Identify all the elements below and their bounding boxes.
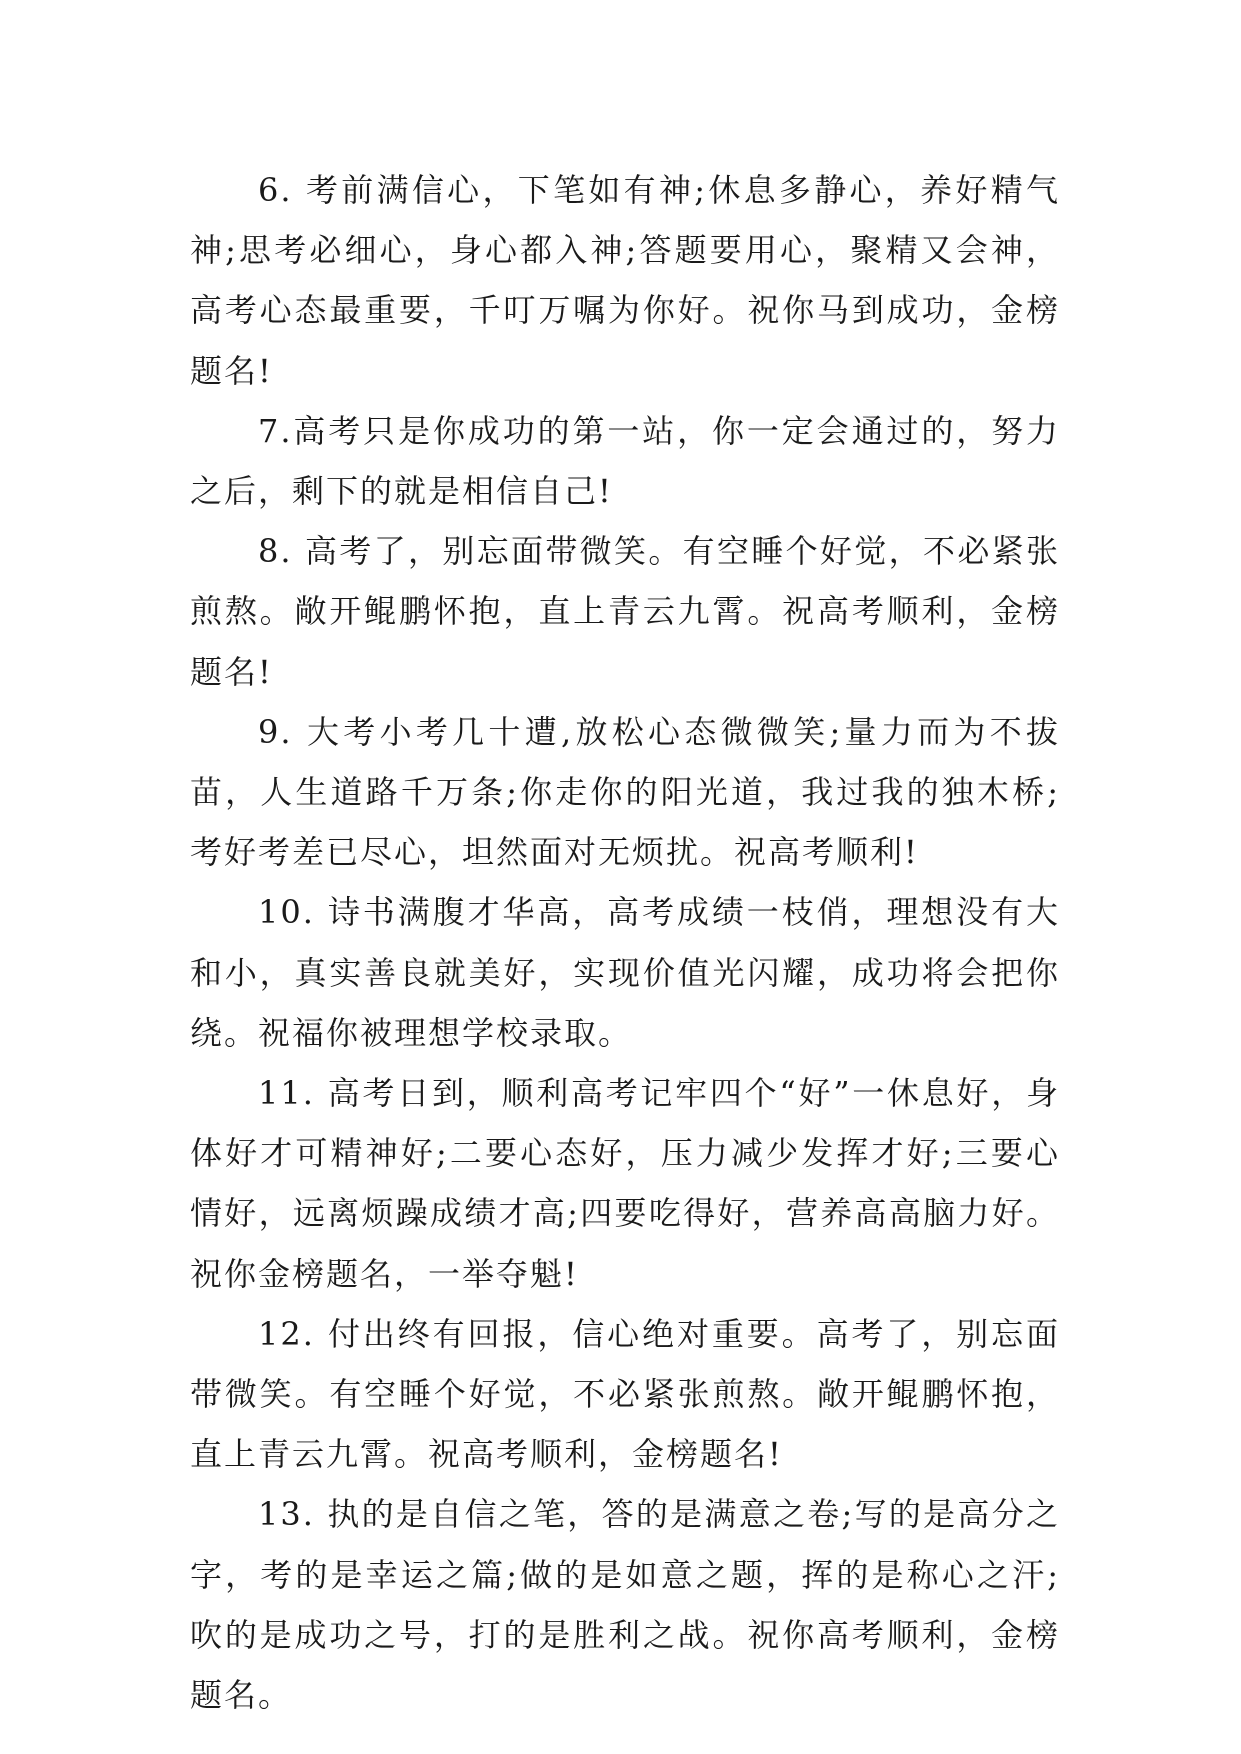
paragraph-11: 11. 高考日到，顺利高考记牢四个“好”一休息好，身体好才可精神好;二要心态好，压力减少发挥才好;三要心情好，远离烦躁成绩才高;四要吃得好，营养高高脑力好。祝你金榜题名，一举夺魁! [190, 1074, 1060, 1293]
paragraph-7: 7.高考只是你成功的第一站，你一定会通过的，努力之后，剩下的就是相信自己! [190, 411, 1060, 511]
paragraph-10: 10. 诗书满腹才华高，高考成绩一枝俏，理想没有大和小，真实善良就美好，实现价值光闪耀，成功将会把你绕。祝福你被理想学校录取。 [190, 893, 1060, 1052]
paragraph-8: 8. 高考了，别忘面带微笑。有空睡个好觉，不必紧张煎熬。敞开鲲鹏怀抱，直上青云九霄。祝高考顺利，金榜题名! [190, 532, 1060, 691]
paragraph-13: 13. 执的是自信之笔，答的是满意之卷;写的是高分之字，考的是幸运之篇;做的是如意之题，挥的是称心之汗;吹的是成功之号，打的是胜利之战。祝你高考顺利，金榜题名。 [190, 1495, 1060, 1715]
document-body [190, 160, 1060, 1725]
paragraph-12: 12. 付出终有回报，信心绝对重要。高考了，别忘面带微笑。有空睡个好觉，不必紧张煎熬。敞开鲲鹏怀抱，直上青云九霄。祝高考顺利，金榜题名! [190, 1314, 1060, 1474]
paragraph-6: 6. 考前满信心，下笔如有神;休息多静心，养好精气神;思考必细心，身心都入神;答题要用心，聚精又会神，高考心态最重要，千叮万嘱为你好。祝你马到成功，金榜题名! [190, 171, 1060, 390]
paragraph-9: 9. 大考小考几十遭,放松心态微微笑;量力而为不拔苗，人生道路千万条;你走你的阳光道，我过我的独木桥;考好考差已尽心，坦然面对无烦扰。祝高考顺利! [190, 712, 1060, 872]
